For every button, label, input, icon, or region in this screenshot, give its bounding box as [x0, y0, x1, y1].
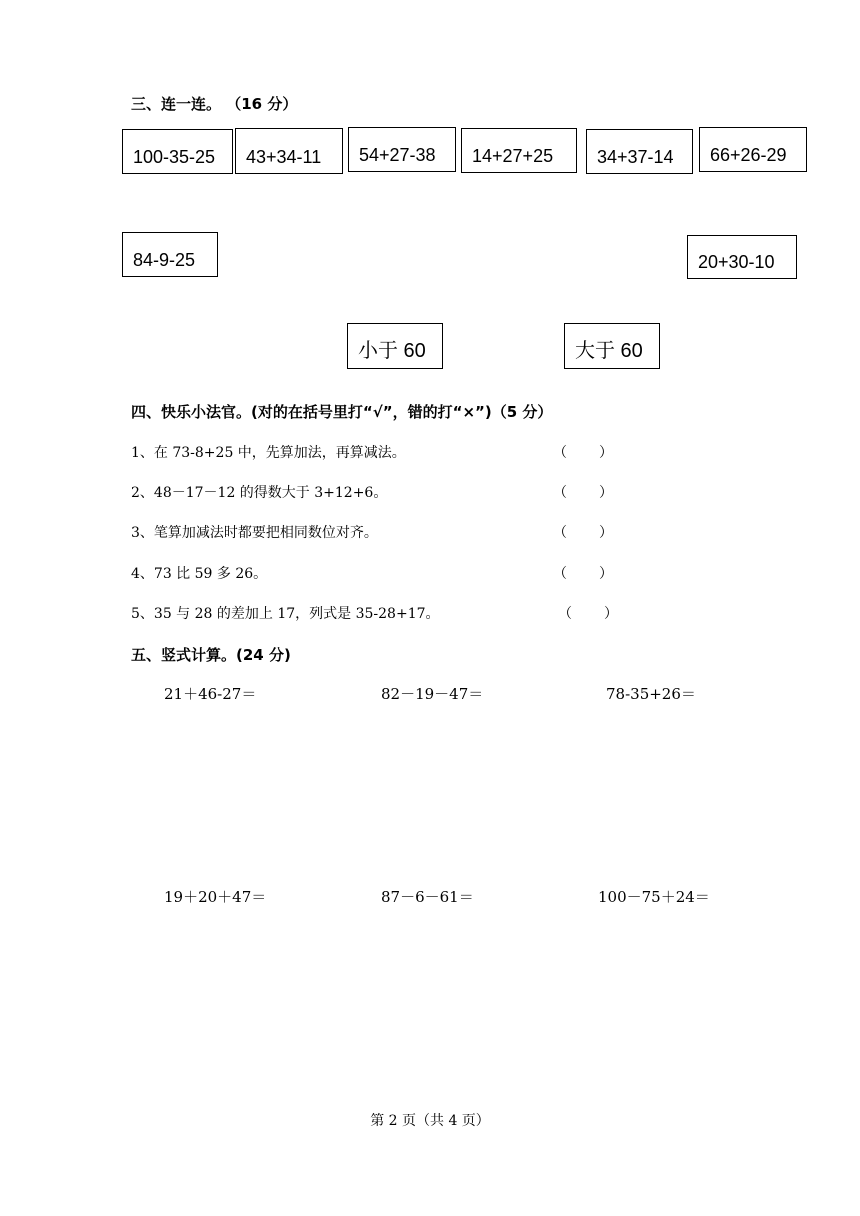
answer-paren-1[interactable]: [553, 442, 613, 462]
target-box-greater-than-60[interactable]: 大于 60: [564, 323, 660, 369]
expression-box-8[interactable]: 20+30-10: [687, 235, 797, 279]
calc-problem-1: 21＋46-27＝: [164, 685, 257, 703]
expression-box-1[interactable]: 100-35-25: [122, 129, 233, 174]
section5-title: 五、竖式计算。(24 分): [131, 646, 291, 664]
expression-box-7[interactable]: 84-9-25: [122, 232, 218, 277]
paren-open: （: [558, 606, 572, 622]
paren-close: ）: [599, 525, 613, 541]
calc-problem-6: 100－75＋24＝: [598, 888, 710, 906]
paren-open: （: [553, 566, 567, 582]
paren-close: ）: [599, 485, 613, 501]
calc-problem-4: 19＋20＋47＝: [164, 888, 267, 906]
section4-title: 四、快乐小法官。(对的在括号里打“√”，错的打“×”)（5 分）: [131, 403, 553, 421]
expression-box-5[interactable]: 34+37-14: [586, 129, 693, 174]
section3-title: 三、连一连。 （16 分）: [131, 95, 298, 113]
judge-item-5: 5、35 与 28 的差加上 17，列式是 35-28+17。: [131, 606, 440, 622]
judge-item-3: 3、笔算加减法时都要把相同数位对齐。: [131, 525, 378, 541]
judge-item-4: 4、73 比 59 多 26。: [131, 566, 268, 582]
expression-box-6[interactable]: 66+26-29: [699, 127, 807, 172]
target-box-less-than-60[interactable]: 小于 60: [347, 323, 443, 369]
expression-box-3[interactable]: 54+27-38: [348, 127, 456, 172]
paren-open: （: [553, 525, 567, 541]
answer-paren-4[interactable]: [553, 563, 613, 583]
page-footer: 第 2 页（共 4 页）: [370, 1113, 490, 1129]
paren-close: ）: [604, 606, 618, 622]
answer-paren-5[interactable]: [558, 603, 618, 623]
expression-box-2[interactable]: 43+34-11: [235, 128, 343, 174]
paren-open: （: [553, 485, 567, 501]
expression-box-4[interactable]: 14+27+25: [461, 128, 577, 173]
paren-close: ）: [599, 566, 613, 582]
calc-problem-3: 78-35+26＝: [606, 685, 696, 703]
paren-close: ）: [599, 445, 613, 461]
calc-problem-5: 87－6－61＝: [381, 888, 474, 906]
calc-problem-2: 82－19－47＝: [381, 685, 484, 703]
answer-paren-2[interactable]: [553, 482, 613, 502]
judge-item-2: 2、48－17－12 的得数大于 3+12+6。: [131, 485, 388, 501]
paren-open: （: [553, 445, 567, 461]
judge-item-1: 1、在 73-8+25 中，先算加法，再算减法。: [131, 445, 406, 461]
answer-paren-3[interactable]: [553, 522, 613, 542]
